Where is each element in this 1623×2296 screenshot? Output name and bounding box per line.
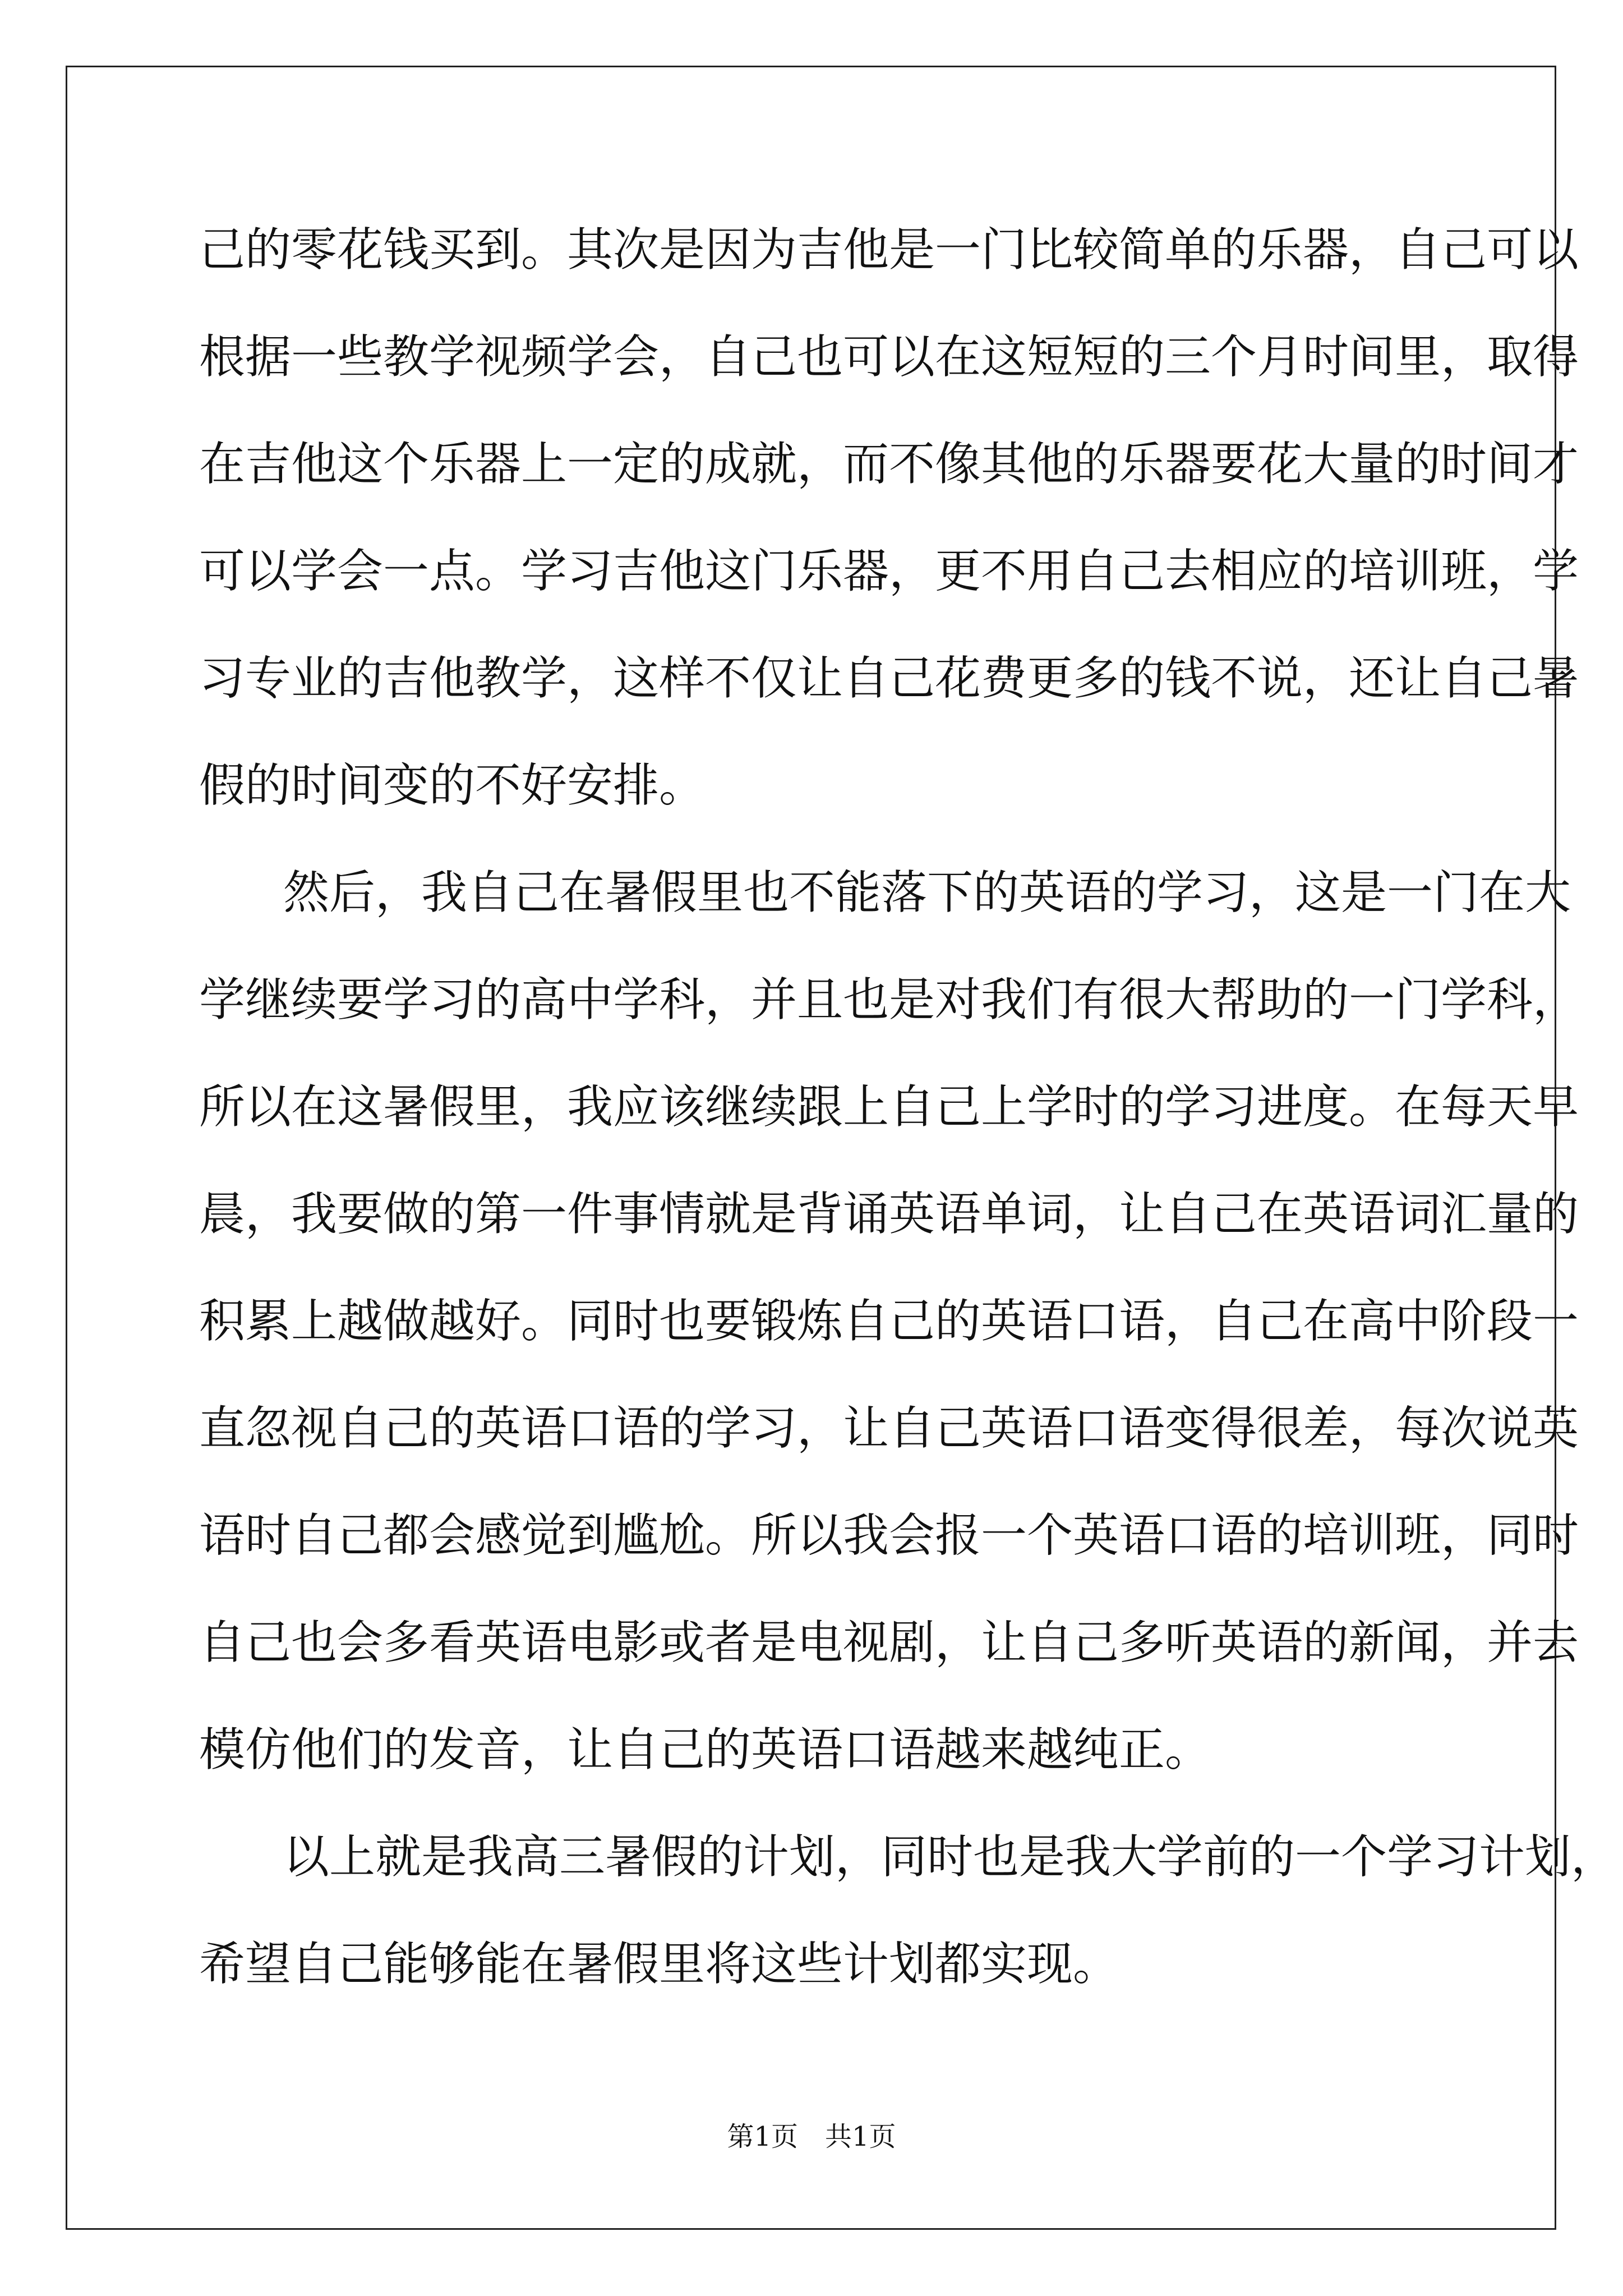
paragraph-line: 习专业的吉他教学，这样不仅让自己花费更多的钱不说，还让自己暑 <box>199 652 1579 705</box>
paragraph-line: 假的时间变的不好安排。 <box>199 759 706 812</box>
paragraph-line: 所以在这暑假里，我应该继续跟上自己上学时的学习进度。在每天早 <box>199 1080 1579 1134</box>
document-body <box>199 196 1617 2018</box>
paragraph-line: 积累上越做越好。同时也要锻炼自己的英语口语，自己在高中阶段一 <box>199 1295 1579 1348</box>
paragraph-line: 学继续要学习的高中学科，并且也是对我们有很大帮助的一门学科， <box>199 973 1579 1027</box>
paragraph-line: 希望自己能够能在暑假里将这些计划都实现。 <box>199 1938 1119 1991</box>
paragraph-line: 在吉他这个乐器上一定的成就，而不像其他的乐器要花大量的时间才 <box>199 438 1579 491</box>
paragraph-line: 直忽视自己的英语口语的学习，让自己英语口语变得很差，每次说英 <box>199 1402 1579 1455</box>
page-number-footer: 第1页 共1页 <box>727 2121 896 2152</box>
paragraph-2 <box>199 839 1579 1803</box>
paragraph-1 <box>199 196 1579 839</box>
paragraph-line: 己的零花钱买到。其次是因为吉他是一门比较简单的乐器，自己可以 <box>199 223 1579 277</box>
paragraph-line: 语时自己都会感觉到尴尬。所以我会报一个英语口语的培训班，同时 <box>199 1509 1579 1562</box>
paragraph-line: 模仿他们的发音，让自己的英语口语越来越纯正。 <box>199 1723 1211 1777</box>
paragraph-line: 以上就是我高三暑假的计划，同时也是我大学前的一个学习计划， <box>283 1830 1617 1884</box>
paragraph-3 <box>199 1803 1617 2018</box>
paragraph-line: 自己也会多看英语电影或者是电视剧，让自己多听英语的新闻，并去 <box>199 1616 1579 1669</box>
paragraph-line: 然后，我自己在暑假里也不能落下的英语的学习，这是一门在大 <box>283 866 1571 919</box>
paragraph-line: 可以学会一点。学习吉他这门乐器，更不用自己去相应的培训班，学 <box>199 545 1579 598</box>
paragraph-line: 晨，我要做的第一件事情就是背诵英语单词，让自己在英语词汇量的 <box>199 1188 1579 1241</box>
paragraph-line: 根据一些教学视频学会，自己也可以在这短短的三个月时间里，取得 <box>199 330 1579 384</box>
